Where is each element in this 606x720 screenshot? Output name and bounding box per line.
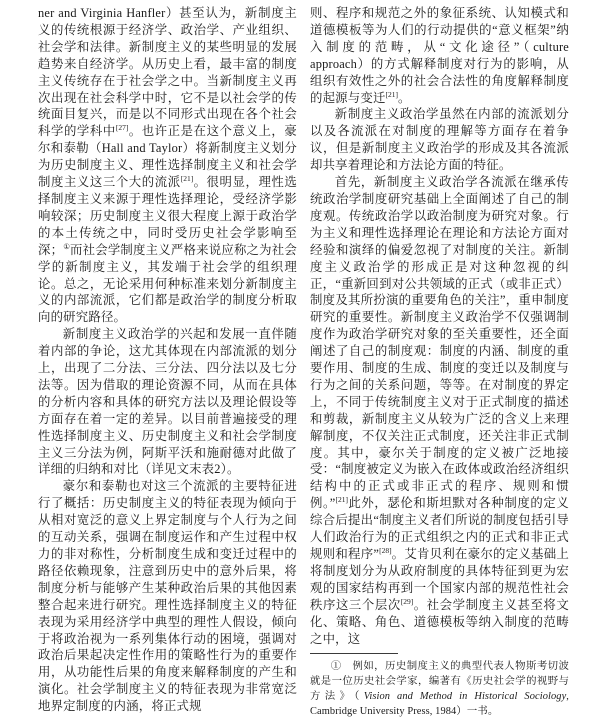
text-run: 新制度主义政治学的兴起和发展一直伴随着内部的争论，这尤其体现在内部流派的划分上，出现了二分法、三分法、四分法以及七分法等。因为借取的理论资源不同，从而在具体的分析内容和具体的研究方法以及理论假设等方面存在着一定的差异。以目前普遍接受的理性选择制度主义、历史制度主义和社会学制度主义三分法为例，阿斯平沃和施耐德对此做了详细的归纳和对比（详见文末表2）。 bbox=[38, 327, 297, 477]
citation-ref: [28] bbox=[379, 545, 392, 555]
text-run: 此外，瑟伦和斯坦默对各种制度的定义综合后提出“制度主义者们所说的制度包括引导人们政治行为的正式组织之内的正式和非正式规则和程序” bbox=[310, 496, 569, 561]
paragraph bbox=[310, 660, 569, 719]
text-run: Vision and Method in Historical Sociology bbox=[363, 691, 567, 703]
paragraph bbox=[38, 478, 297, 715]
citation-ref: [27] bbox=[115, 123, 129, 133]
paragraph bbox=[310, 174, 569, 647]
paragraph bbox=[38, 326, 297, 478]
citation-ref: [21] bbox=[335, 495, 348, 505]
text-run: , Cambridge University Press, 1984）一书。 bbox=[310, 691, 569, 717]
footnote-divider bbox=[310, 653, 398, 654]
column-right-text bbox=[310, 5, 569, 647]
text-run: 首先，新制度主义政治学各流派在继承传统政治学制度研究基础上全面阐述了自己的制度观。传统政治学以政治制度为研究对象。行为主义和理性选择理论在理论和方法论方面对经验和演绎的偏爱忽视了对制度的关注。新制度主义政治学的形成正是对这种忽视的纠正，“重新回到对公共领域的正式（或非正式）制度及其所扮演的重要角色的关注”，重申制度研究的重要性。新制度主义政治学不仅强调制度作为政治学研究对象的至关重要性，还全面阐述了自己的制度观：制度的内涵、制度的重要作用、制度的生成、制度的变迁以及制度与行为之间的关系问题，等等。在对制度的界定上，不同于传统制度主义对于正式制度的描述和剪裁，新制度主义从较为广泛的含义上来理解制度，不仅关注正式制度，还关注非正式制度。其中，豪尔关于制度的定义被广泛地接受：“制度被定义为嵌入在政体或政治经济组织结构中的正式或非正式的程序、规则和惯例。” bbox=[310, 175, 569, 511]
text-run: 。艾肯贝利在豪尔的定义基础上将制度划分为从政府制度的具体特征到更为宏观的国家结构再到一个国家内部的规范性社会秩序这三个层次 bbox=[310, 547, 569, 612]
text-run: 新制度主义政治学虽然在内部的流派划分以及各流派在对制度的理解等方面存在着争议，但是新制度主义政治学的形成及其各流派却共享着理论和方法论方面的特征。 bbox=[310, 107, 569, 173]
column-left-text bbox=[38, 5, 297, 715]
citation-ref: [21] bbox=[385, 89, 399, 99]
text-run: ① 例如，历史制度主义的典型代表人物斯考切波就是一位历史社会学家，编著有《历史社会学的视野与方法》（ bbox=[310, 661, 569, 703]
text-run: ner and Virginia Hanfler）甚至认为，新制度主义的传统根源于经济学、政治学、产业组织、社会学和法律。新制度主义的某些明显的发展趋势来自经济学。从历史上看，最丰富的制度主义传统存在于社会学之中。当新制度主义再次出现在社会科学中时，它不是以社会学的传统面目复兴，而是以不同形式出现在各个社会科学的学科中 bbox=[38, 6, 297, 139]
text-run: 豪尔和泰勒也对这三个流派的主要特征进行了概括：历史制度主义的特征表现为倾向于从相对宽泛的意义上界定制度与个人行为之间的互动关系，强调在制度运作和产生过程中权力的非对称性，分析制度生成和变迁过程中的路径依赖现象，注意到历史中的意外后果，将制度分析与能够产生某种政治后果的其他因素整合起来进行研究。理性选择制度主义的特征表现为采用经济学中典型的理性人假设，倾向于将政治视为一系列集体行动的困境，强调对政治后果起决定性作用的策略性行为的重要作用，从功能性后果的角度来解释制度的产生和演化。社会学制度主义的特征表现为非常宽泛地界定制度的内涵，将正式规 bbox=[38, 479, 297, 714]
text-run: 。也许正是在这个意义上，豪尔和泰勒（Hall and Taylor）将新制度主义划分为历史制度主义、理性选择制度主义和社会学制度主义这三个大的流派 bbox=[38, 124, 297, 190]
citation-ref: [21] bbox=[180, 173, 194, 183]
citation-ref: ① bbox=[63, 241, 70, 251]
text-run: 。很明显，理性选择制度主义来源于理性选择理论，受经济学影响较深；历史制度主义很大程度上源于政治学的本土传统之中，同时受历史社会学影响至深； bbox=[38, 175, 297, 257]
paragraph bbox=[310, 5, 569, 106]
footnote bbox=[310, 653, 569, 719]
column-right bbox=[310, 5, 569, 717]
paragraph bbox=[38, 5, 297, 326]
text-run: 。社会学制度主义甚至将文化、策略、角色、道德模板等纳入制度的范畴之中，这 bbox=[310, 597, 569, 646]
text-run: 。 bbox=[398, 90, 411, 105]
text-run: 而社会学制度主义严格来说应称之为社会学的新制度主义，其发端于社会学的组织理论。总之，无论采用何种标准来划分新制度主义的内部流派，它们都是政治学的制度分析取向的研究路径。 bbox=[38, 242, 297, 325]
citation-ref: [29] bbox=[400, 596, 414, 606]
paragraph bbox=[310, 106, 569, 174]
text-run: 则、程序和规范之外的象征系统、认知模式和道德模板等为人们的行动提供的“意义框架”纳入制度的范畴，从“文化途径”（culture approach）的方式解释制度对行为的影响，从组织有效性之外的社会合法性的角度解释制度的起源与变迁 bbox=[310, 6, 569, 105]
column-left bbox=[38, 5, 297, 714]
footnote-text bbox=[310, 660, 569, 719]
